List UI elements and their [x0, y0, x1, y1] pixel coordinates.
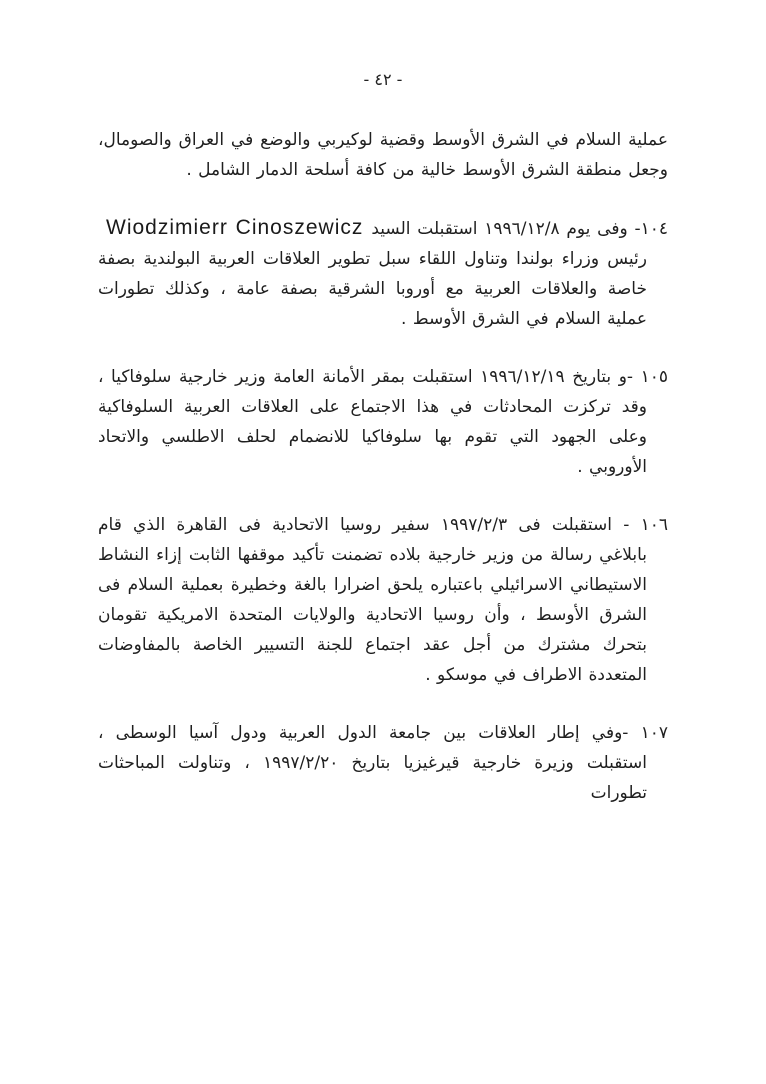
- document-body: [98, 125, 668, 808]
- foreign-name: Wiodzimierr Cinoszewicz: [106, 216, 364, 239]
- paragraph-107: ١٠٧ -وفي إطار العلاقات بين جامعة الدول العربية ودول آسيا الوسطى ، استقبلت وزيرة خارجية قيرغيزيا بتاريخ ١٩٩٧/٢/٢٠ ، وتناولت المباحثات تطورات: [98, 723, 668, 803]
- paragraph-105: ١٠٥ -و بتاريخ ١٩٩٦/١٢/١٩ استقبلت بمقر الأمانة العامة وزير خارجية سلوفاكيا ، وقد تركزت المحادثات في هذا الاجتماع على العلاقات العربية السلوفاكية وعلى الجهود التي تقوم بها سلوفاكيا للانضمام لحلف الاطلسي والاتحاد الأوروبي .: [98, 367, 668, 477]
- intro-paragraph: عملية السلام في الشرق الأوسط وقضية لوكيربي والوضع في العراق والصومال، وجعل منطقة الشرق الأوسط خالية من كافة أسلحة الدمار الشامل .: [98, 130, 668, 180]
- paragraph-104-lead: ١٠٤- وفى يوم ١٩٩٦/١٢/٨ استقبلت السيد: [371, 219, 668, 239]
- paragraph-104: [98, 213, 668, 334]
- paragraph-104-rest: رئيس وزراء بولندا وتناول اللقاء سبل تطوير العلاقات العربية البولندية بصفة خاصة والعلاقات العربية مع أوروبا الشرقية بصفة عامة ، وكذلك تطورات عملية السلام في الشرق الأوسط .: [98, 249, 647, 329]
- page-number: - ٤٢ -: [363, 70, 403, 89]
- paragraph-106: ١٠٦ - استقبلت فى ١٩٩٧/٢/٣ سفير روسيا الاتحادية فى القاهرة الذي قام بابلاغي رسالة من وزير خارجية بلاده تضمنت تأكيد موقفها الثابت إزاء النشاط الاستيطاني الاسرائيلي باعتباره يلحق اضرارا بالغة وخطيرة بعملية السلام فى الشرق الأوسط ، وأن روسيا الاتحادية والولايات المتحدة الامريكية تقومان بتحرك مشترك من أجل عقد اجتماع للجنة التسيير الخاصة بالمفاوضات المتعددة الاطراف في موسكو .: [98, 515, 668, 685]
